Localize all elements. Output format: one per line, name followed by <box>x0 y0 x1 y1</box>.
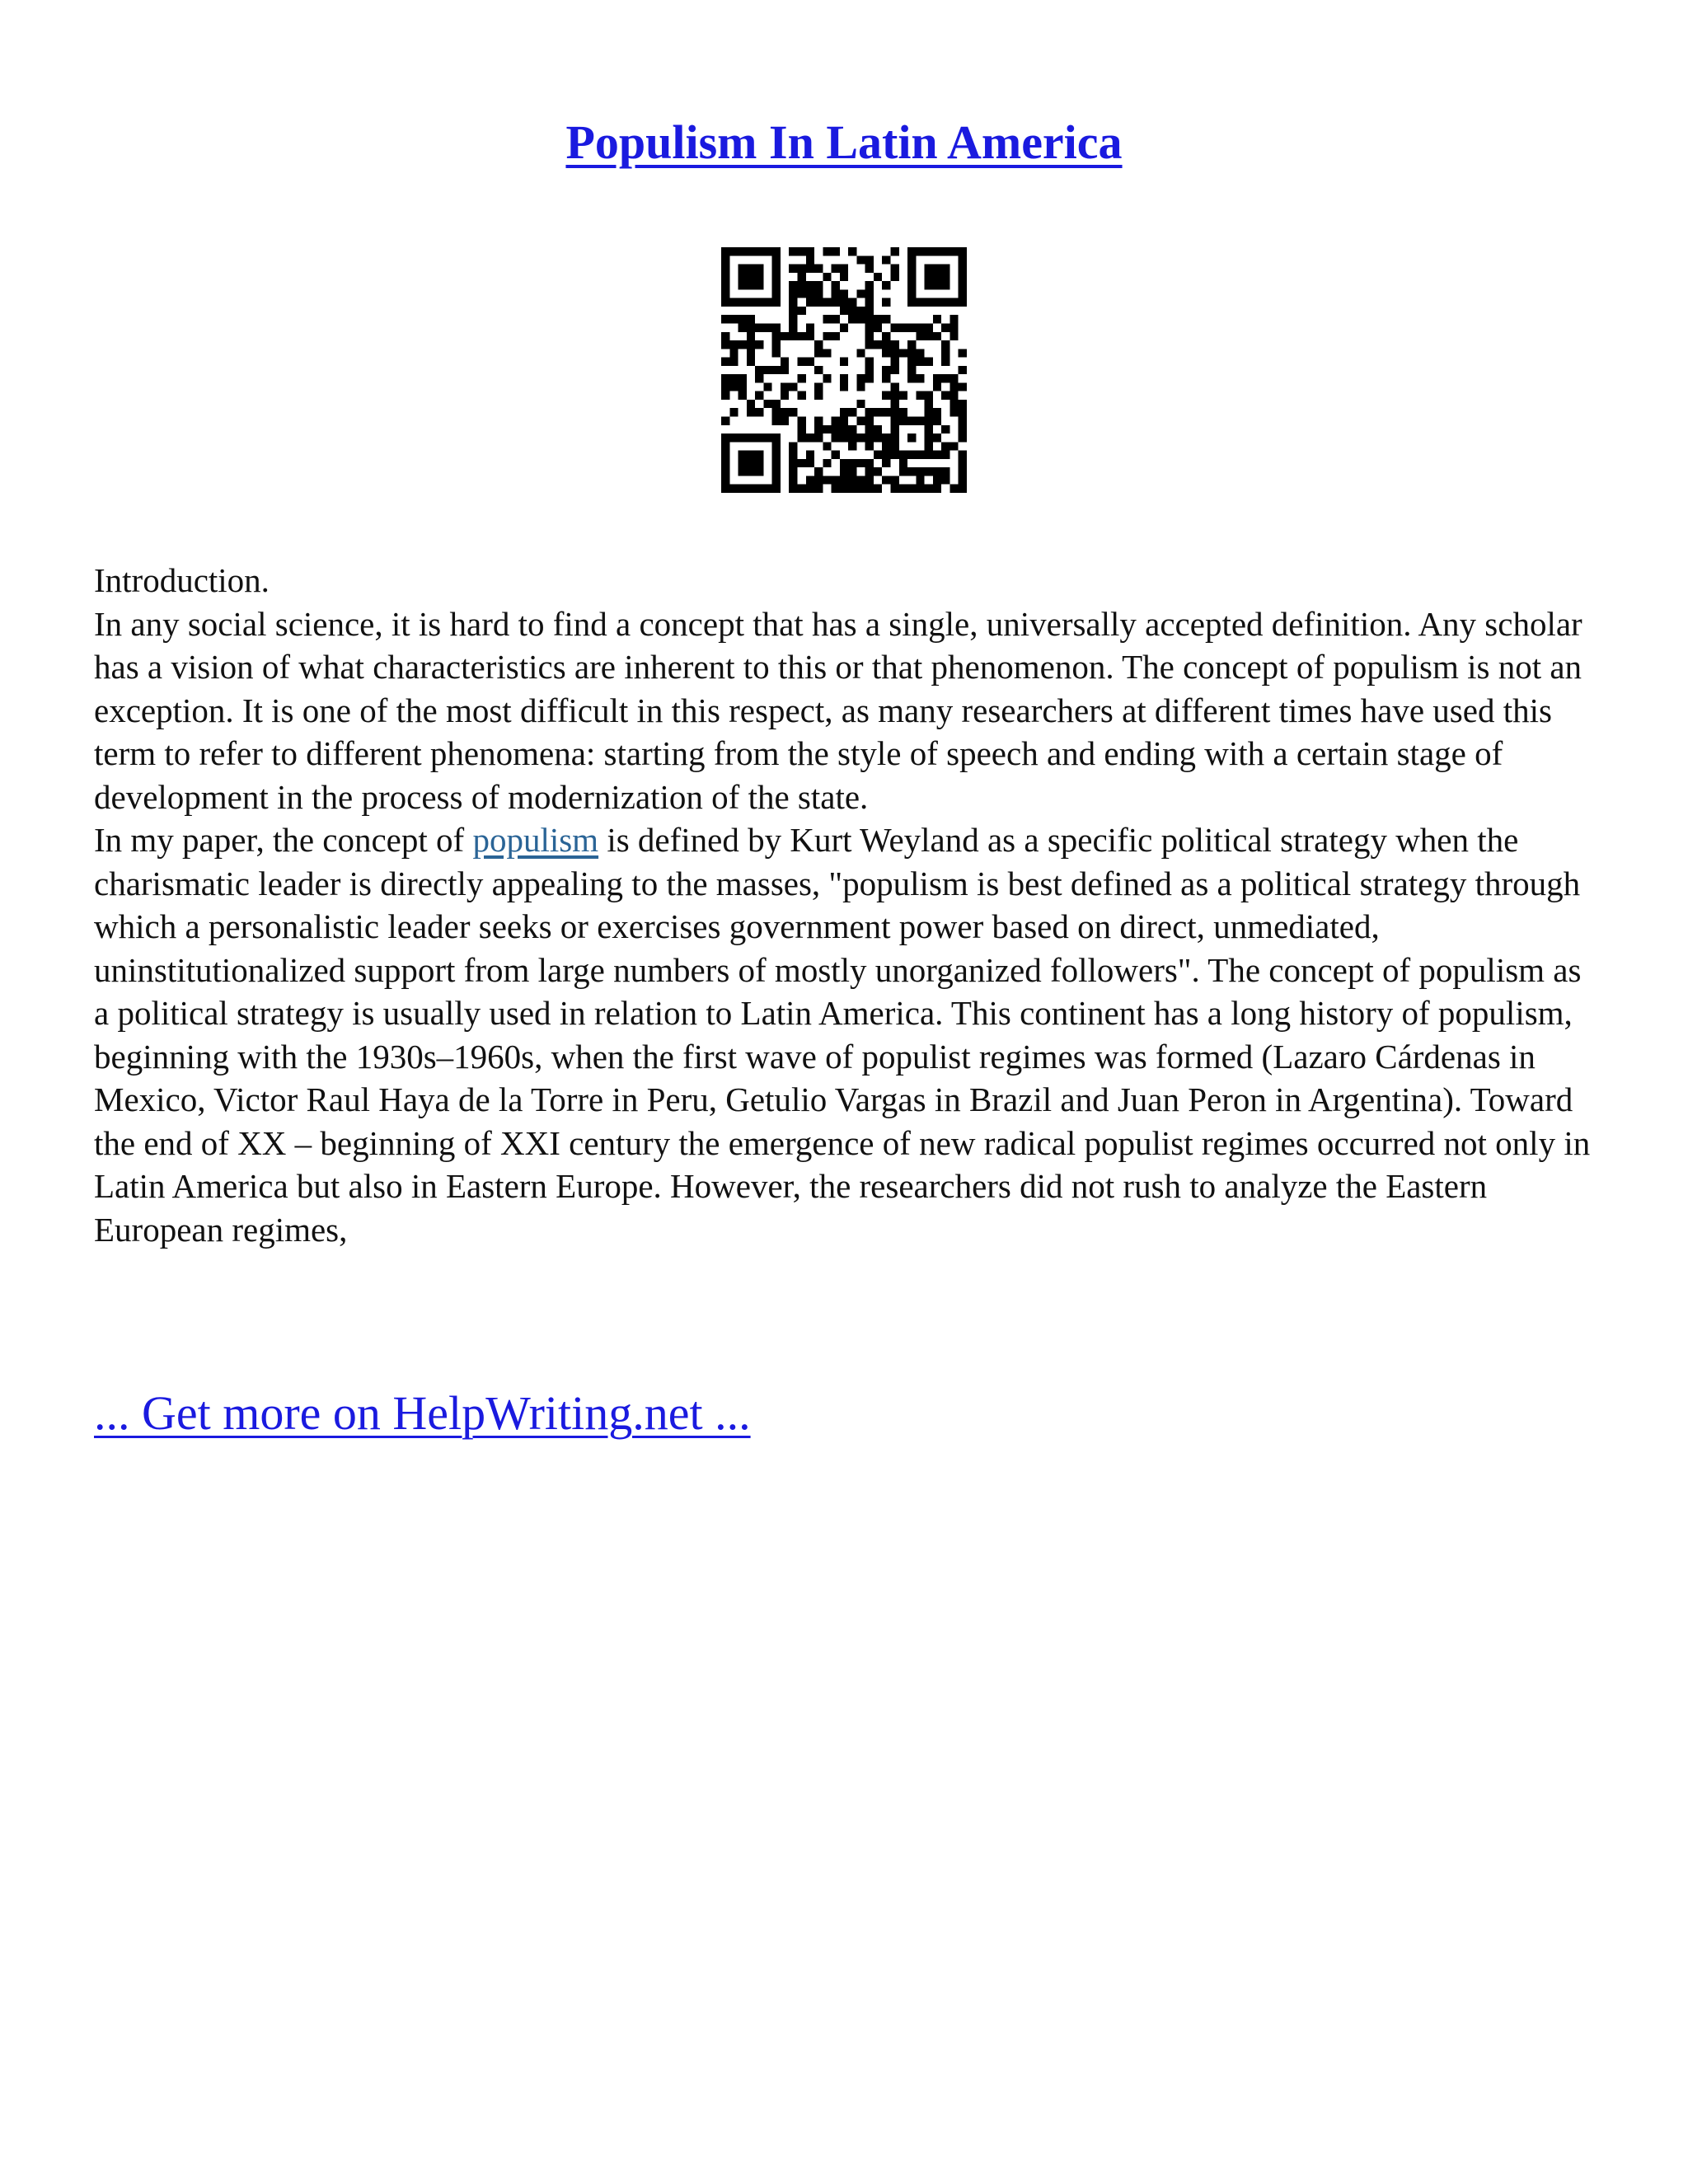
title-link[interactable]: Populism In Latin America <box>565 115 1123 169</box>
intro-heading: Introduction. <box>94 561 270 599</box>
get-more-link[interactable]: ... Get more on HelpWriting.net ... <box>94 1386 751 1440</box>
article-body <box>94 559 1602 1251</box>
page-title <box>0 114 1688 171</box>
paragraph-2-after: is defined by Kurt Weyland as a specific political strategy when the charismatic leader is directly appealing to the masses, "populism is best defined as a political strategy through which a personalistic leader seeks or exercises government power based on direct, unmediated, uninstitutionalized support from large numbers of mostly unorganized followers". The concept of populism as a political strategy is usually used in relation to Latin America. This continent has a long history of populism, beginning with the 1930s–1960s, when the first wave of populist regimes was formed (Lazaro Cárdenas in Mexico, Victor Raul Haya de la Torre in Peru, Getulio Vargas in Brazil and Juan Peron in Argentina). Toward the end of XX – beginning of XXI century the emergence of new radical populist regimes occurred not only in Latin America but also in Eastern Europe. However, the researchers did not rush to analyze the Eastern European regimes, <box>94 821 1591 1249</box>
paragraph-2-before: In my paper, the concept of <box>94 821 473 859</box>
paragraph-2 <box>94 818 1602 1251</box>
qr-code-icon <box>721 247 967 493</box>
more-link-container <box>94 1385 751 1442</box>
paragraph-1: In any social science, it is hard to find a concept that has a single, universally accepted definition. Any scholar has a vision of what characteristics are inherent to this or that phenomenon. The concept of populism is not an exception. It is one of the most difficult in this respect, as many researchers at different times have used this term to refer to different phenomena: starting from the style of speech and ending with a certain stage of development in the process of modernization of the state. <box>94 604 1582 816</box>
populism-link[interactable]: populism <box>472 821 599 859</box>
